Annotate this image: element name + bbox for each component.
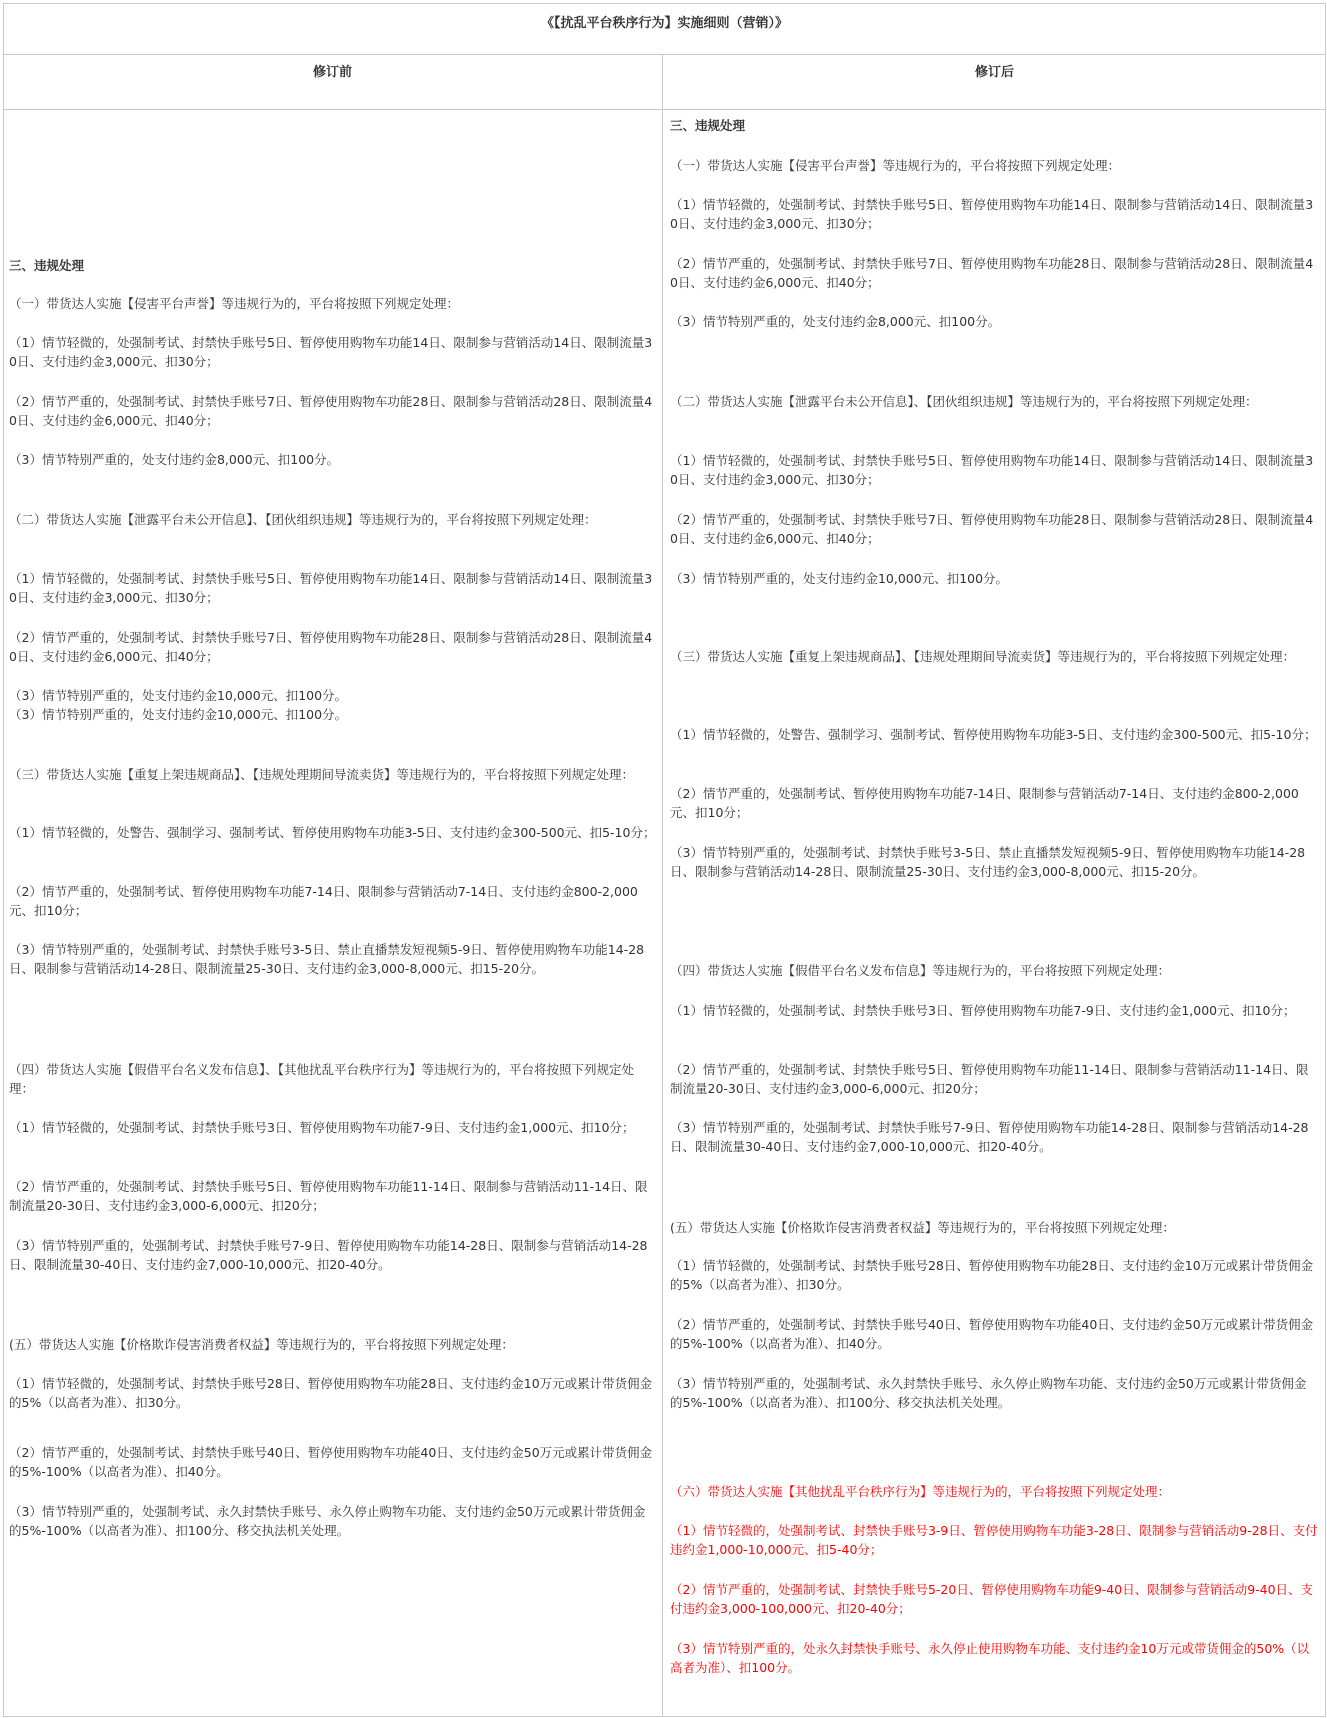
before-p1-item2: （2）情节严重的，处强制考试、封禁快手账号7日、暂停使用购物车功能28日、限制参与营销活动28日、限制流量40日、支付违约金6,000元、扣40分； <box>9 394 653 428</box>
after-p3-item3: （3）情节特别严重的，处强制考试、封禁快手账号3-5日、禁止直播禁发短视频5-9日、暂停使用购物车功能14-28日、限制参与营销活动14-28日、限制流量25-30日、支付违约金3,000-8,000元、扣15-20分。 <box>670 845 1306 879</box>
header-row <box>3 55 1326 110</box>
header-after: 修订后 <box>974 65 1014 80</box>
before-p4-intro: （四）带货达人实施【假借平台名义发布信息】、【其他扰乱平台秩序行为】等违规行为的，平台将按照下列规定处理： <box>9 1062 635 1096</box>
before-p2-item1: （1）情节轻微的，处强制考试、封禁快手账号5日、暂停使用购物车功能14日、限制参与营销活动14日、限制流量30日、支付违约金3,000元、扣30分； <box>9 571 653 605</box>
after-p1-item2: （2）情节严重的，处强制考试、封禁快手账号7日、暂停使用购物车功能28日、限制参与营销活动28日、限制流量40日、支付违约金6,000元、扣40分； <box>670 256 1314 290</box>
after-p6-item1: （1）情节轻微的，处强制考试、封禁快手账号3-9日、暂停使用购物车功能3-28日、限制参与营销活动9-28日、支付违约金1,000-10,000元、扣5-40分； <box>670 1523 1318 1557</box>
before-p1-item1: （1）情节轻微的，处强制考试、封禁快手账号5日、暂停使用购物车功能14日、限制参与营销活动14日、限制流量30日、支付违约金3,000元、扣30分； <box>9 335 653 369</box>
before-p2-item3-duplicate: （3）情节特别严重的，处支付违约金10,000元、扣100分。 <box>9 707 348 722</box>
before-p3-item1: （1）情节轻微的，处警告、强制学习、强制考试、暂停使用购物车功能3-5日、支付违约金300-500元、扣5-10分； <box>9 825 656 840</box>
after-p2-item2: （2）情节严重的，处强制考试、封禁快手账号7日、暂停使用购物车功能28日、限制参与营销活动28日、限制流量40日、支付违约金6,000元、扣40分； <box>670 512 1314 546</box>
after-p2-item1: （1）情节轻微的，处强制考试、封禁快手账号5日、暂停使用购物车功能14日、限制参与营销活动14日、限制流量30日、支付违约金3,000元、扣30分； <box>670 453 1314 487</box>
before-p3-item3: （3）情节特别严重的，处强制考试、封禁快手账号3-5日、禁止直播禁发短视频5-9日、暂停使用购物车功能14-28日、限制参与营销活动14-28日、限制流量25-30日、支付违约金3,000-8,000元、扣15-20分。 <box>9 942 645 976</box>
after-p4-item3: （3）情节特别严重的，处强制考试、封禁快手账号7-9日、暂停使用购物车功能14-28日、限制参与营销活动14-28日、限制流量30-40日、支付违约金7,000-10,000元、扣20-40分。 <box>670 1120 1309 1154</box>
title-row <box>3 3 1326 55</box>
after-p4-item2: （2）情节严重的，处强制考试、封禁快手账号5日、暂停使用购物车功能11-14日、限制参与营销活动11-14日、限制流量20-30日、支付违约金3,000-6,000元、扣20分； <box>670 1062 1309 1096</box>
column-divider <box>662 55 663 1717</box>
before-p5-item1: （1）情节轻微的，处强制考试、封禁快手账号28日、暂停使用购物车功能28日、支付违约金10万元或累计带货佣金的5%（以高者为准）、扣30分。 <box>9 1376 653 1410</box>
after-p6-intro: （六）带货达人实施【其他扰乱平台秩序行为】等违规行为的，平台将按照下列规定处理： <box>670 1484 1171 1499</box>
after-p3-item1: （1）情节轻微的，处警告、强制学习、强制考试、暂停使用购物车功能3-5日、支付违约金300-500元、扣5-10分； <box>670 727 1317 742</box>
after-p5-item2: （2）情节严重的，处强制考试、封禁快手账号40日、暂停使用购物车功能40日、支付违约金50万元或累计带货佣金的5%-100%（以高者为准）、扣40分。 <box>670 1317 1314 1351</box>
after-p1-intro: （一）带货达人实施【侵害平台声誉】等违规行为的，平台将按照下列规定处理： <box>670 158 1121 173</box>
after-p2-intro: （二）带货达人实施【泄露平台未公开信息】、【团伙组织违规】等违规行为的，平台将按照下列规定处理： <box>670 394 1258 409</box>
before-section-heading: 三、违规处理 <box>9 258 85 273</box>
before-p2-item2: （2）情节严重的，处强制考试、封禁快手账号7日、暂停使用购物车功能28日、限制参与营销活动28日、限制流量40日、支付违约金6,000元、扣40分； <box>9 630 653 664</box>
before-p1-intro: （一）带货达人实施【侵害平台声誉】等违规行为的，平台将按照下列规定处理： <box>9 296 460 311</box>
after-p3-item2: （2）情节严重的，处强制考试、暂停使用购物车功能7-14日、限制参与营销活动7-14日、支付违约金800-2,000元、扣10分； <box>670 786 1299 820</box>
after-p6-item3: （3）情节特别严重的，处永久封禁快手账号、永久停止使用购物车功能、支付违约金10万元或带货佣金的50%（以高者为准）、扣100分。 <box>670 1641 1310 1675</box>
after-p5-item3: （3）情节特别严重的，处强制考试、永久封禁快手账号、永久停止购物车功能、支付违约金50万元或累计带货佣金的5%-100%（以高者为准）、扣100分、移交执法机关处理。 <box>670 1376 1307 1410</box>
before-p5-item3: （3）情节特别严重的，处强制考试、永久封禁快手账号、永久停止购物车功能、支付违约金50万元或累计带货佣金的5%-100%（以高者为准）、扣100分、移交执法机关处理。 <box>9 1504 646 1538</box>
before-p4-item3: （3）情节特别严重的，处强制考试、封禁快手账号7-9日、暂停使用购物车功能14-28日、限制参与营销活动14-28日、限制流量30-40日、支付违约金7,000-10,000元、扣20-40分。 <box>9 1238 648 1272</box>
after-p3-intro: （三）带货达人实施【重复上架违规商品】、【违规处理期间导流卖货】等违规行为的，平台将按照下列规定处理： <box>670 649 1296 664</box>
after-p2-item3: （3）情节特别严重的，处支付违约金10,000元、扣100分。 <box>670 571 1009 586</box>
before-p2-intro: （二）带货达人实施【泄露平台未公开信息】、【团伙组织违规】等违规行为的，平台将按照下列规定处理： <box>9 512 597 527</box>
after-p1-item1: （1）情节轻微的，处强制考试、封禁快手账号5日、暂停使用购物车功能14日、限制参与营销活动14日、限制流量30日、支付违约金3,000元、扣30分； <box>670 197 1314 231</box>
header-before: 修订前 <box>312 65 352 80</box>
before-p2-item3: （3）情节特别严重的，处支付违约金10,000元、扣100分。 <box>9 688 348 703</box>
after-p4-item1: （1）情节轻微的，处强制考试、封禁快手账号3日、暂停使用购物车功能7-9日、支付违约金1,000元、扣10分； <box>670 1003 1296 1018</box>
before-p5-intro: (五）带货达人实施【价格欺诈侵害消费者权益】等违规行为的，平台将按照下列规定处理： <box>9 1337 514 1352</box>
after-p1-item3: （3）情节特别严重的，处支付违约金8,000元、扣100分。 <box>670 314 1001 329</box>
before-p4-item1: （1）情节轻微的，处强制考试、封禁快手账号3日、暂停使用购物车功能7-9日、支付违约金1,000元、扣10分； <box>9 1120 635 1135</box>
before-p4-item2: （2）情节严重的，处强制考试、封禁快手账号5日、暂停使用购物车功能11-14日、限制参与营销活动11-14日、限制流量20-30日、支付违约金3,000-6,000元、扣20分； <box>9 1179 648 1213</box>
after-p5-item1: （1）情节轻微的，处强制考试、封禁快手账号28日、暂停使用购物车功能28日、支付违约金10万元或累计带货佣金的5%（以高者为准）、扣30分。 <box>670 1258 1314 1292</box>
after-p5-intro: (五）带货达人实施【价格欺诈侵害消费者权益】等违规行为的，平台将按照下列规定处理： <box>670 1220 1175 1235</box>
before-p5-item2: （2）情节严重的，处强制考试、封禁快手账号40日、暂停使用购物车功能40日、支付违约金50万元或累计带货佣金的5%-100%（以高者为准）、扣40分。 <box>9 1445 653 1479</box>
before-p3-item2: （2）情节严重的，处强制考试、暂停使用购物车功能7-14日、限制参与营销活动7-14日、支付违约金800-2,000元、扣10分； <box>9 884 638 918</box>
before-p3-intro: （三）带货达人实施【重复上架违规商品】、【违规处理期间导流卖货】等违规行为的，平台将按照下列规定处理： <box>9 767 635 782</box>
after-p6-item2: （2）情节严重的，处强制考试、封禁快手账号5-20日、暂停使用购物车功能9-40日、限制参与营销活动9-40日、支付违约金3,000-100,000元、扣20-40分； <box>670 1582 1314 1616</box>
page-title: 《【扰乱平台秩序行为】实施细则（营销）》 <box>540 16 788 31</box>
before-p1-item3: （3）情节特别严重的，处支付违约金8,000元、扣100分。 <box>9 452 340 467</box>
after-p4-intro: （四）带货达人实施【假借平台名义发布信息】等违规行为的，平台将按照下列规定处理： <box>670 963 1171 978</box>
after-section-heading: 三、违规处理 <box>670 118 746 133</box>
